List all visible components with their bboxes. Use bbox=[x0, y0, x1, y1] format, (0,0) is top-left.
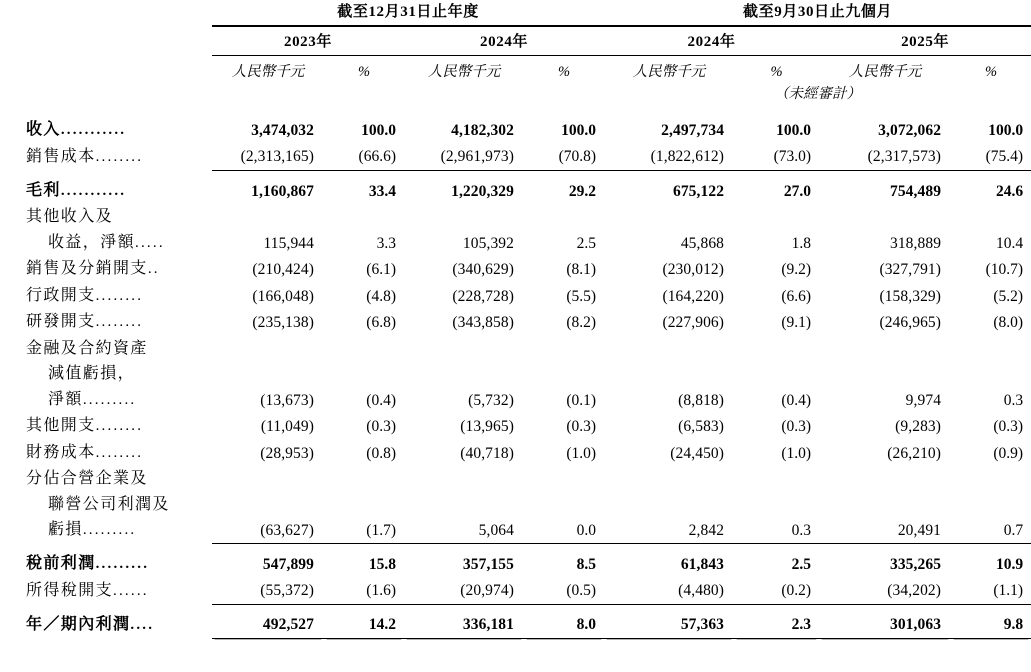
header-unit-row bbox=[0, 56, 1031, 83]
header-unit-percent-2024-9m: % bbox=[770, 64, 783, 80]
cell-cost-of-sales-2024-9m-amount: (1,822,612) bbox=[604, 144, 734, 171]
cell-admin-2024-9m-amount: (164,220) bbox=[662, 287, 725, 305]
cell-profit-for-period-2025-9m-percent: 9.8 bbox=[951, 612, 1031, 639]
cell-impairment-2025-9m-amount: 9,974 bbox=[905, 391, 942, 409]
cell-profit-before-tax-2024-9m-amount: 61,843 bbox=[680, 556, 725, 573]
cell-share-of-profits-2024-percent: 0.0 bbox=[524, 517, 604, 544]
cell-cost-of-sales-2025-9m-amount: (2,317,573) bbox=[819, 144, 951, 171]
cell-finance-costs-2024-amount: (40,718) bbox=[460, 444, 514, 462]
header-unit-currency-2025-9m: 人民幣千元 bbox=[848, 64, 922, 80]
cell-gross-profit-2024-9m-amount: 675,122 bbox=[672, 182, 725, 200]
cell-other-income-2024-9m-amount: 45,868 bbox=[680, 234, 725, 252]
cell-revenue-2025-9m-percent: 100.0 bbox=[988, 122, 1024, 139]
table-row bbox=[0, 283, 1031, 310]
row-label-revenue: 收入........... bbox=[26, 121, 127, 138]
cell-rnd-2025-9m-amount: (246,965) bbox=[879, 314, 942, 331]
cell-rnd-2025-9m-percent: (8.0) bbox=[993, 314, 1024, 331]
cell-other-expenses-2025-9m-percent: (0.3) bbox=[993, 418, 1024, 435]
table-row bbox=[0, 551, 1031, 578]
cell-other-expenses-2024-9m-amount: (6,583) bbox=[678, 418, 725, 435]
cell-other-expenses-2023-amount: (11,049) bbox=[260, 418, 314, 435]
cell-impairment-2024-percent: (0.1) bbox=[566, 391, 597, 409]
cell-impairment-2023-percent: (0.4) bbox=[366, 391, 396, 409]
cell-share-of-profits-2023-percent: (1.7) bbox=[324, 517, 404, 544]
table-row bbox=[0, 413, 1031, 440]
cell-other-income-2023-percent: 3.3 bbox=[376, 234, 396, 252]
header-unaudited-note: （未經審計） bbox=[774, 86, 862, 102]
cell-admin-2024-amount: (228,728) bbox=[452, 287, 514, 305]
row-label-admin-expenses: 行政開支........ bbox=[26, 286, 144, 304]
header-year-blank bbox=[0, 26, 212, 56]
table-row bbox=[0, 117, 1031, 144]
cell-finance-costs-2024-9m-amount: (24,450) bbox=[670, 444, 725, 462]
cell-revenue-2023-amount: 3,474,032 bbox=[251, 122, 314, 139]
cell-income-tax-2025-9m-amount: (34,202) bbox=[819, 578, 951, 605]
table-row bbox=[0, 309, 1031, 336]
cell-profit-for-period-2024-percent: 8.0 bbox=[524, 612, 604, 639]
spacer-row bbox=[0, 170, 1031, 178]
cell-other-income-2024-percent: 2.5 bbox=[576, 234, 597, 252]
row-label-impairment-line2: 減值虧損， bbox=[48, 365, 136, 382]
table-row bbox=[0, 178, 1031, 205]
cell-finance-costs-2023-percent: (0.8) bbox=[366, 444, 396, 462]
table-row bbox=[0, 387, 1031, 414]
table-row bbox=[0, 578, 1031, 605]
header-group-nine-months: 截至9月30日止九個月 bbox=[604, 0, 1031, 26]
cell-gross-profit-2024-percent: 29.2 bbox=[568, 182, 597, 200]
cell-rnd-2024-percent: (8.2) bbox=[566, 314, 597, 331]
cell-selling-2024-9m-percent: (9.2) bbox=[781, 261, 812, 278]
header-corner-blank bbox=[0, 0, 212, 26]
cell-admin-2025-9m-percent: (5.2) bbox=[993, 287, 1024, 305]
row-label-selling-expenses: 銷售及分銷開支.. bbox=[26, 260, 160, 277]
cell-admin-2024-percent: (5.5) bbox=[566, 287, 597, 305]
cell-rnd-2024-9m-percent: (9.1) bbox=[781, 314, 812, 331]
header-unit-currency-2024-9m: 人民幣千元 bbox=[632, 64, 706, 80]
table-row bbox=[0, 517, 1031, 544]
cell-profit-for-period-2023-amount: 492,527 bbox=[212, 612, 324, 639]
cell-finance-costs-2025-9m-amount: (26,210) bbox=[887, 444, 942, 462]
cell-admin-2024-9m-percent: (6.6) bbox=[781, 287, 812, 305]
cell-income-tax-2023-percent: (1.6) bbox=[324, 578, 404, 605]
row-label-other-income-line2: 收益，淨額..... bbox=[48, 233, 165, 251]
row-label-other-income-line1: 其他收入及 bbox=[26, 208, 114, 225]
table-row bbox=[0, 204, 1031, 230]
table-row bbox=[0, 336, 1031, 362]
cell-share-of-profits-2024-9m-amount: 2,842 bbox=[604, 517, 734, 544]
cell-gross-profit-2025-9m-amount: 754,489 bbox=[889, 182, 942, 200]
cell-other-income-2023-amount: 115,944 bbox=[263, 234, 314, 252]
cell-admin-2023-amount: (166,048) bbox=[252, 287, 314, 305]
spacer-row bbox=[0, 604, 1031, 612]
cell-revenue-2025-9m-amount: 3,072,062 bbox=[878, 122, 942, 139]
cell-gross-profit-2023-amount: 1,160,867 bbox=[251, 182, 314, 200]
cell-selling-2025-9m-amount: (327,791) bbox=[879, 261, 942, 278]
cell-profit-before-tax-2024-amount: 357,155 bbox=[462, 556, 514, 573]
cell-rnd-2024-amount: (343,858) bbox=[452, 314, 514, 331]
cell-share-of-profits-2024-9m-percent: 0.3 bbox=[734, 517, 819, 544]
cell-share-of-profits-2024-amount: 5,064 bbox=[404, 517, 524, 544]
cell-other-expenses-2024-9m-percent: (0.3) bbox=[781, 418, 812, 435]
cell-other-expenses-2024-percent: (0.3) bbox=[566, 418, 597, 435]
header-year-2025-nine-months: 2025年 bbox=[819, 26, 1031, 56]
spacer-row bbox=[0, 544, 1031, 552]
header-unaudited-row bbox=[0, 82, 1031, 106]
cell-profit-before-tax-2025-9m-amount: 335,265 bbox=[889, 556, 942, 573]
header-group-row bbox=[0, 0, 1031, 26]
cell-cost-of-sales-2023-amount: (2,313,165) bbox=[212, 144, 324, 171]
cell-profit-before-tax-2024-9m-percent: 2.5 bbox=[791, 556, 812, 573]
cell-income-tax-2023-amount: (55,372) bbox=[212, 578, 324, 605]
cell-gross-profit-2024-amount: 1,220,329 bbox=[451, 182, 514, 200]
cell-other-income-2024-9m-percent: 1.8 bbox=[791, 234, 812, 252]
row-label-finance-costs: 財務成本........ bbox=[26, 443, 144, 461]
table-row bbox=[0, 256, 1031, 283]
cell-selling-2024-amount: (340,629) bbox=[452, 261, 514, 278]
row-label-impairment-line1: 金融及合約資產 bbox=[26, 339, 148, 357]
cell-other-expenses-2025-9m-amount: (9,283) bbox=[895, 418, 942, 435]
table-header bbox=[0, 0, 1031, 106]
cell-finance-costs-2025-9m-percent: (0.9) bbox=[993, 444, 1024, 462]
cell-profit-before-tax-2025-9m-percent: 10.9 bbox=[995, 556, 1024, 573]
cell-profit-before-tax-2023-amount: 547,899 bbox=[262, 556, 314, 573]
cell-gross-profit-2024-9m-percent: 27.0 bbox=[783, 182, 812, 200]
row-label-share-of-profits-line3: 虧損......... bbox=[48, 521, 137, 538]
row-label-share-of-profits-line2: 聯營公司利潤及 bbox=[48, 495, 170, 513]
header-unit-percent-2023: % bbox=[357, 64, 371, 80]
cell-profit-for-period-2024-9m-amount: 57,363 bbox=[604, 612, 734, 639]
header-year-2024-nine-months: 2024年 bbox=[604, 26, 819, 56]
cell-income-tax-2024-9m-percent: (0.2) bbox=[734, 578, 819, 605]
cell-admin-2025-9m-amount: (158,329) bbox=[879, 287, 942, 305]
cell-profit-before-tax-2023-percent: 15.8 bbox=[368, 556, 396, 573]
cell-profit-for-period-2024-9m-percent: 2.3 bbox=[734, 612, 819, 639]
cell-selling-2023-percent: (6.1) bbox=[366, 261, 396, 278]
table-row bbox=[0, 466, 1031, 492]
cell-revenue-2024-9m-percent: 100.0 bbox=[776, 122, 812, 139]
cell-selling-2023-amount: (210,424) bbox=[252, 261, 314, 278]
cell-cost-of-sales-2025-9m-percent: (75.4) bbox=[951, 144, 1031, 171]
cell-cost-of-sales-2023-percent: (66.6) bbox=[324, 144, 404, 171]
cell-income-tax-2024-9m-amount: (4,480) bbox=[604, 578, 734, 605]
table-row bbox=[0, 144, 1031, 171]
table-row bbox=[0, 492, 1031, 518]
cell-rnd-2023-percent: (6.8) bbox=[366, 314, 396, 331]
cell-share-of-profits-2025-9m-percent: 0.7 bbox=[951, 517, 1031, 544]
cell-other-income-2025-9m-amount: 318,889 bbox=[889, 234, 942, 252]
cell-other-income-2025-9m-percent: 10.4 bbox=[995, 234, 1024, 252]
cell-income-tax-2024-amount: (20,974) bbox=[404, 578, 524, 605]
cell-share-of-profits-2023-amount: (63,627) bbox=[212, 517, 324, 544]
cell-profit-before-tax-2024-percent: 8.5 bbox=[576, 556, 597, 573]
cell-revenue-2023-percent: 100.0 bbox=[361, 122, 396, 139]
cell-gross-profit-2023-percent: 33.4 bbox=[368, 182, 396, 200]
cell-admin-2023-percent: (4.8) bbox=[366, 287, 396, 305]
row-label-income-tax: 所得稅開支...... bbox=[26, 581, 149, 599]
header-unit-currency-2024: 人民幣千元 bbox=[427, 64, 501, 80]
cell-revenue-2024-amount: 4,182,302 bbox=[451, 122, 514, 139]
header-unit-percent-2024: % bbox=[557, 64, 571, 80]
table-row bbox=[0, 230, 1031, 257]
cell-cost-of-sales-2024-amount: (2,961,973) bbox=[404, 144, 524, 171]
cell-revenue-2024-9m-amount: 2,497,734 bbox=[661, 122, 725, 139]
header-year-2024-annual: 2024年 bbox=[404, 26, 604, 56]
header-group-annual: 截至12月31日止年度 bbox=[212, 0, 604, 26]
cell-profit-for-period-2024-amount: 336,181 bbox=[404, 612, 524, 639]
row-label-other-expenses: 其他開支........ bbox=[26, 417, 144, 434]
cell-gross-profit-2025-9m-percent: 24.6 bbox=[995, 182, 1024, 200]
header-unit-percent-2025-9m: % bbox=[985, 64, 998, 80]
row-label-share-of-profits-line1: 分佔合營企業及 bbox=[26, 470, 148, 487]
cell-impairment-2023-amount: (13,673) bbox=[260, 391, 314, 409]
cell-impairment-2024-9m-amount: (8,818) bbox=[678, 391, 725, 409]
cell-rnd-2024-9m-amount: (227,906) bbox=[662, 314, 725, 331]
cell-impairment-2025-9m-percent: 0.3 bbox=[1003, 391, 1024, 409]
cell-profit-for-period-2025-9m-amount: 301,063 bbox=[819, 612, 951, 639]
table-row bbox=[0, 612, 1031, 639]
cell-profit-for-period-2023-percent: 14.2 bbox=[324, 612, 404, 639]
row-label-gross-profit: 毛利........... bbox=[26, 181, 127, 199]
cell-impairment-2024-amount: (5,732) bbox=[468, 391, 514, 409]
row-label-profit-before-tax: 稅前利潤......... bbox=[26, 555, 150, 572]
header-unit-currency-2023: 人民幣千元 bbox=[231, 64, 305, 80]
cell-share-of-profits-2025-9m-amount: 20,491 bbox=[819, 517, 951, 544]
cell-income-tax-2025-9m-percent: (1.1) bbox=[951, 578, 1031, 605]
table-body bbox=[0, 106, 1031, 638]
cell-revenue-2024-percent: 100.0 bbox=[561, 122, 597, 139]
header-unaudited-blank bbox=[0, 82, 604, 106]
header-year-2023: 2023年 bbox=[212, 26, 404, 56]
row-label-impairment-line3: 淨額......... bbox=[48, 390, 137, 408]
cell-other-income-2024-amount: 105,392 bbox=[462, 234, 514, 252]
cell-finance-costs-2024-9m-percent: (1.0) bbox=[781, 444, 812, 462]
spacer-row bbox=[0, 106, 1031, 117]
cell-impairment-2024-9m-percent: (0.4) bbox=[781, 391, 812, 409]
cell-cost-of-sales-2024-9m-percent: (73.0) bbox=[734, 144, 819, 171]
row-label-cost-of-sales: 銷售成本........ bbox=[26, 147, 144, 165]
cell-other-expenses-2023-percent: (0.3) bbox=[366, 418, 396, 435]
header-unit-blank bbox=[0, 56, 212, 83]
cell-income-tax-2024-percent: (0.5) bbox=[524, 578, 604, 605]
header-year-row bbox=[0, 26, 1031, 56]
cell-selling-2024-percent: (8.1) bbox=[566, 261, 597, 278]
cell-finance-costs-2023-amount: (28,953) bbox=[260, 444, 314, 462]
row-label-rnd-expenses: 研發開支........ bbox=[26, 313, 144, 330]
cell-cost-of-sales-2024-percent: (70.8) bbox=[524, 144, 604, 171]
cell-selling-2025-9m-percent: (10.7) bbox=[985, 261, 1024, 278]
table-row bbox=[0, 361, 1031, 387]
table-row bbox=[0, 440, 1031, 467]
row-label-profit-for-period: 年／期內利潤.... bbox=[26, 615, 155, 633]
cell-other-expenses-2024-amount: (13,965) bbox=[460, 418, 514, 435]
cell-rnd-2023-amount: (235,138) bbox=[252, 314, 314, 331]
cell-selling-2024-9m-amount: (230,012) bbox=[662, 261, 725, 278]
cell-finance-costs-2024-percent: (1.0) bbox=[566, 444, 597, 462]
